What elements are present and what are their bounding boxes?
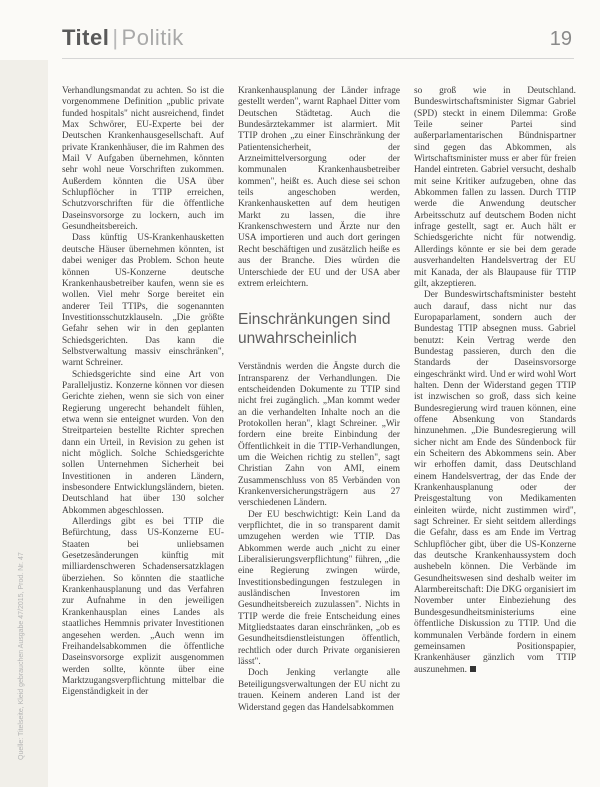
paragraph: Der EU beschwichtigt: Kein Land da verpflichtet, die in so transparent damit umzugehen werden wie TTIP. Das Abkommen werde auch „nicht zu einer Liberalisierungsverpflichtung" führen, „die eine Regierung zwingen würde, Investitionsbedingungen festzulegen in ausländischen Investoren im Gesundheitsbereich zuzulassen". Nichts in TTIP werde die freie Entscheidung eines Mitgliedstaates daran einschränken, „ob es Gesundheitsdienstleistungen öffentlich, rechtlich oder durch Private organisieren lässt". [238,509,400,668]
section-title [62,25,184,51]
paragraph-last [414,290,576,676]
paragraph: Verständnis werden die Ängste durch die Intransparenz der Verhandlungen. Die entscheidenden Dokumente zu TTIP sind nicht frei zugänglich. „Man kommt weder an die verhandelten Inhalte noch an die Protokollen heran", klagt Schreiner. „Wir fordern eine breite Einbindung der Öffentlichkeit in die TTIP-Verhandlungen, um die Weichen richtig zu stellen", sagt Christian Zahn von AMI, einem Zusammenschluss von 85 Verbänden von Krankenversicherungsträgern aus 27 verschiedenen Ländern. [238,362,400,509]
title-separator: | [112,25,119,50]
text-column-3 [414,86,576,776]
paragraph: so groß wie in Deutschland. Bundeswirtschaftsminister Sigmar Gabriel (SPD) steckt in einem Dilemma: Große Teile seiner Partei sind außerparlamentarischen Bündnispartner sind gegen das Abkommen, als Wirtschaftsminister muss er aber für freien Handel eintreten. Gabriel versucht, deshalb mit seine Kritiker aufzugeben, ohne das Abkommen fallen zu lassen. Durch TTIP werde die Anwendung deutscher Arbeitsschutz auf deutschem Boden nicht infrage gestellt, sagt er. Auch hält er Schiedsgerichte nicht für notwendig. Allerdings könnte er sie bei dem gerade ausverhandelten Handelsvertrag der EU mit Kanada, der als Blaupause für TTIP gilt, akzeptieren. [414,86,576,289]
text-column-2 [238,86,400,776]
photo-credit: Quelle: Titelseite, Kleid gebrauchen Ausgabe 47/2015, Prod. Nr. 47 [18,552,25,760]
paragraph: Allerdings gibt es bei TTIP die Befürchtung, dass US-Konzerne EU-Staaten bei unliebsamen Gesetzesänderungen künftig mit milliardenschweren Schadensersatzklagen überziehen. So könnten die staatliche Krankenhausplanung und das Verfahren zur Aufnahme in den jeweiligen Krankenhausplan eines Landes als staatliches Hemmnis privater Investitionen angesehen werden. „Auch wenn im Freihandelsabkommen die öffentliche Daseinsvorsorge explizit ausgenommen werden sollte, könnte über eine Marktzugangsverpflichtung mittelbar die Eigenständigkeit in der [62,517,224,698]
paragraph: Doch Jenking verlangte alle Beteiligungsverwaltungen der EU nicht zu trauen. Keinem anderen Land ist der Widerstand gegen das Handelsabkommen [238,668,400,713]
article-body [62,86,576,776]
paragraph: Dass künftig US-Krankenhausketten deutsche Häuser übernehmen könnten, ist dabei weniger das Problem. Schon heute können US-Konzerne deutsche Krankenhausbetreiber kaufen, wenn sie es wollen. Viel mehr Sorge bereitet ein anderer Teil TTIPs, die sogenannten Investitionsschutzklauseln. „Die größte Gefahr sehen wir in den geplanten Schiedsgerichten. Das kann die Selbstverwaltung massiv einschränken", warnt Schreiner. [62,233,224,369]
section-label: Titel [62,25,110,50]
subsection-label: Politik [121,25,184,50]
header-divider [62,58,574,59]
paragraph: Schiedsgerichte sind eine Art von Paralleljustiz. Konzerne können vor diesen Gerichte ziehen, wenn sie sich von einer Regierung ungerecht behandelt fühlen, etwa wenn sie enteignet wurden. Von den Streitparteien bestellte Richter sprechen dann ein Urteil, in Revision zu gehen ist nicht möglich. Solche Schiedsgerichte sollen Unternehmen Sicherheit bei Investitionen in anderen Ländern, insbesondere Entwicklungsländern, bieten. Deutschland hat über 130 solcher Abkommen abgeschlossen. [62,369,224,516]
end-of-article-mark [470,666,476,672]
paragraph: Krankenhausplanung der Länder infrage gestellt werden", warnt Raphael Ditter vom Deutschen Städtetag. Auch die Bundesärztekammer ist alarmiert. Mit TTIP drohen „zu einer Einschränkung der Patientensicherheit, der Arzneimittelversorgung oder der kommunalen Krankenhausbetreiber kommen", heißt es. Auch diese sei schon teils angeschoben werden, Krankenhausketten auf dem heutigen Markt zu lassen, die ihre Krankenschwestern und Ärzte nur den USA importieren und auch dort geringen Recht beschäftigen und zusätzlich heiße es aus der Branche. Dies würden die Unterschiede der EU und der USA aber extrem erleichtern. [238,86,400,289]
article-subheading: Einschränkungen sind unwahrscheinlich [238,311,391,348]
paragraph-text: Der Bundeswirtschaftsminister besteht auch darauf, dass nicht nur das Europaparlament, sondern auch der Bundestag TTIP absegnen muss. Gabriel benutzt: Kein Vertrag werde den Bundestag passieren, durch den die Standards der Daseinsvorsorge eingeschränkt wird. Und er wird wohl Wort halten. Denn der Widerstand gegen TTIP ist inzwischen so groß, dass sich keine Bundesregierung wird trauen können, eine offene Absenkung von Standards hinzunehmen. „Die Bundesregierung will sicher nicht am Ende des Sündenbock für ein Scheitern des Abkommens sein. Aber wir erhoffen damit, dass Deutschland einem Handelsvertrag, der das Ende der Krankenhausplanung oder der Preisgestaltung von Medikamenten einleiten würde, nicht zustimmen wird", sagt Schreiner. Er sieht seitdem allerdings die Gefahr, dass es am Ende im Vertrag Schlupflöcher gibt, über die US-Konzerne das deutsche Krankenhaussystem doch aushebeln können. Die Verbände im Gesundheitswesen sind deshalb weiter im Alarmbereitschaft: Die DKG organisiert im November unter Einbeziehung des Bundesgesundheitsministeriums eine öffentliche Diskussion zu TTIP. Und die kommunalen Verbände fordern in einem gemeinsamen Positionspapier, Krankenhäuser gänzlich vom TTIP auszunehmen. [414,290,576,675]
page-header [0,0,600,60]
text-column-1 [62,86,224,776]
page-number: 19 [549,28,572,50]
paragraph: Verhandlungsmandat zu achten. So ist die vorgenommene Definition „public private funded hospitals" nicht ausreichend, findet Max Schwörer, EU-Experte bei der Deutschen Krankenhausgesellschaft. Auf private Krankenhäuser, die im Rahmen des Mail V Aufgaben übernehmen, könnten sehr wohl neue Vorschriften zukommen. Außerdem könnten die USA über Schlupflöcher in TTIP erreichen, Schutzvorschriften für die öffentliche Daseinsvorsorge zu lockern, auch im Gesundheitsbereich. [62,86,224,233]
